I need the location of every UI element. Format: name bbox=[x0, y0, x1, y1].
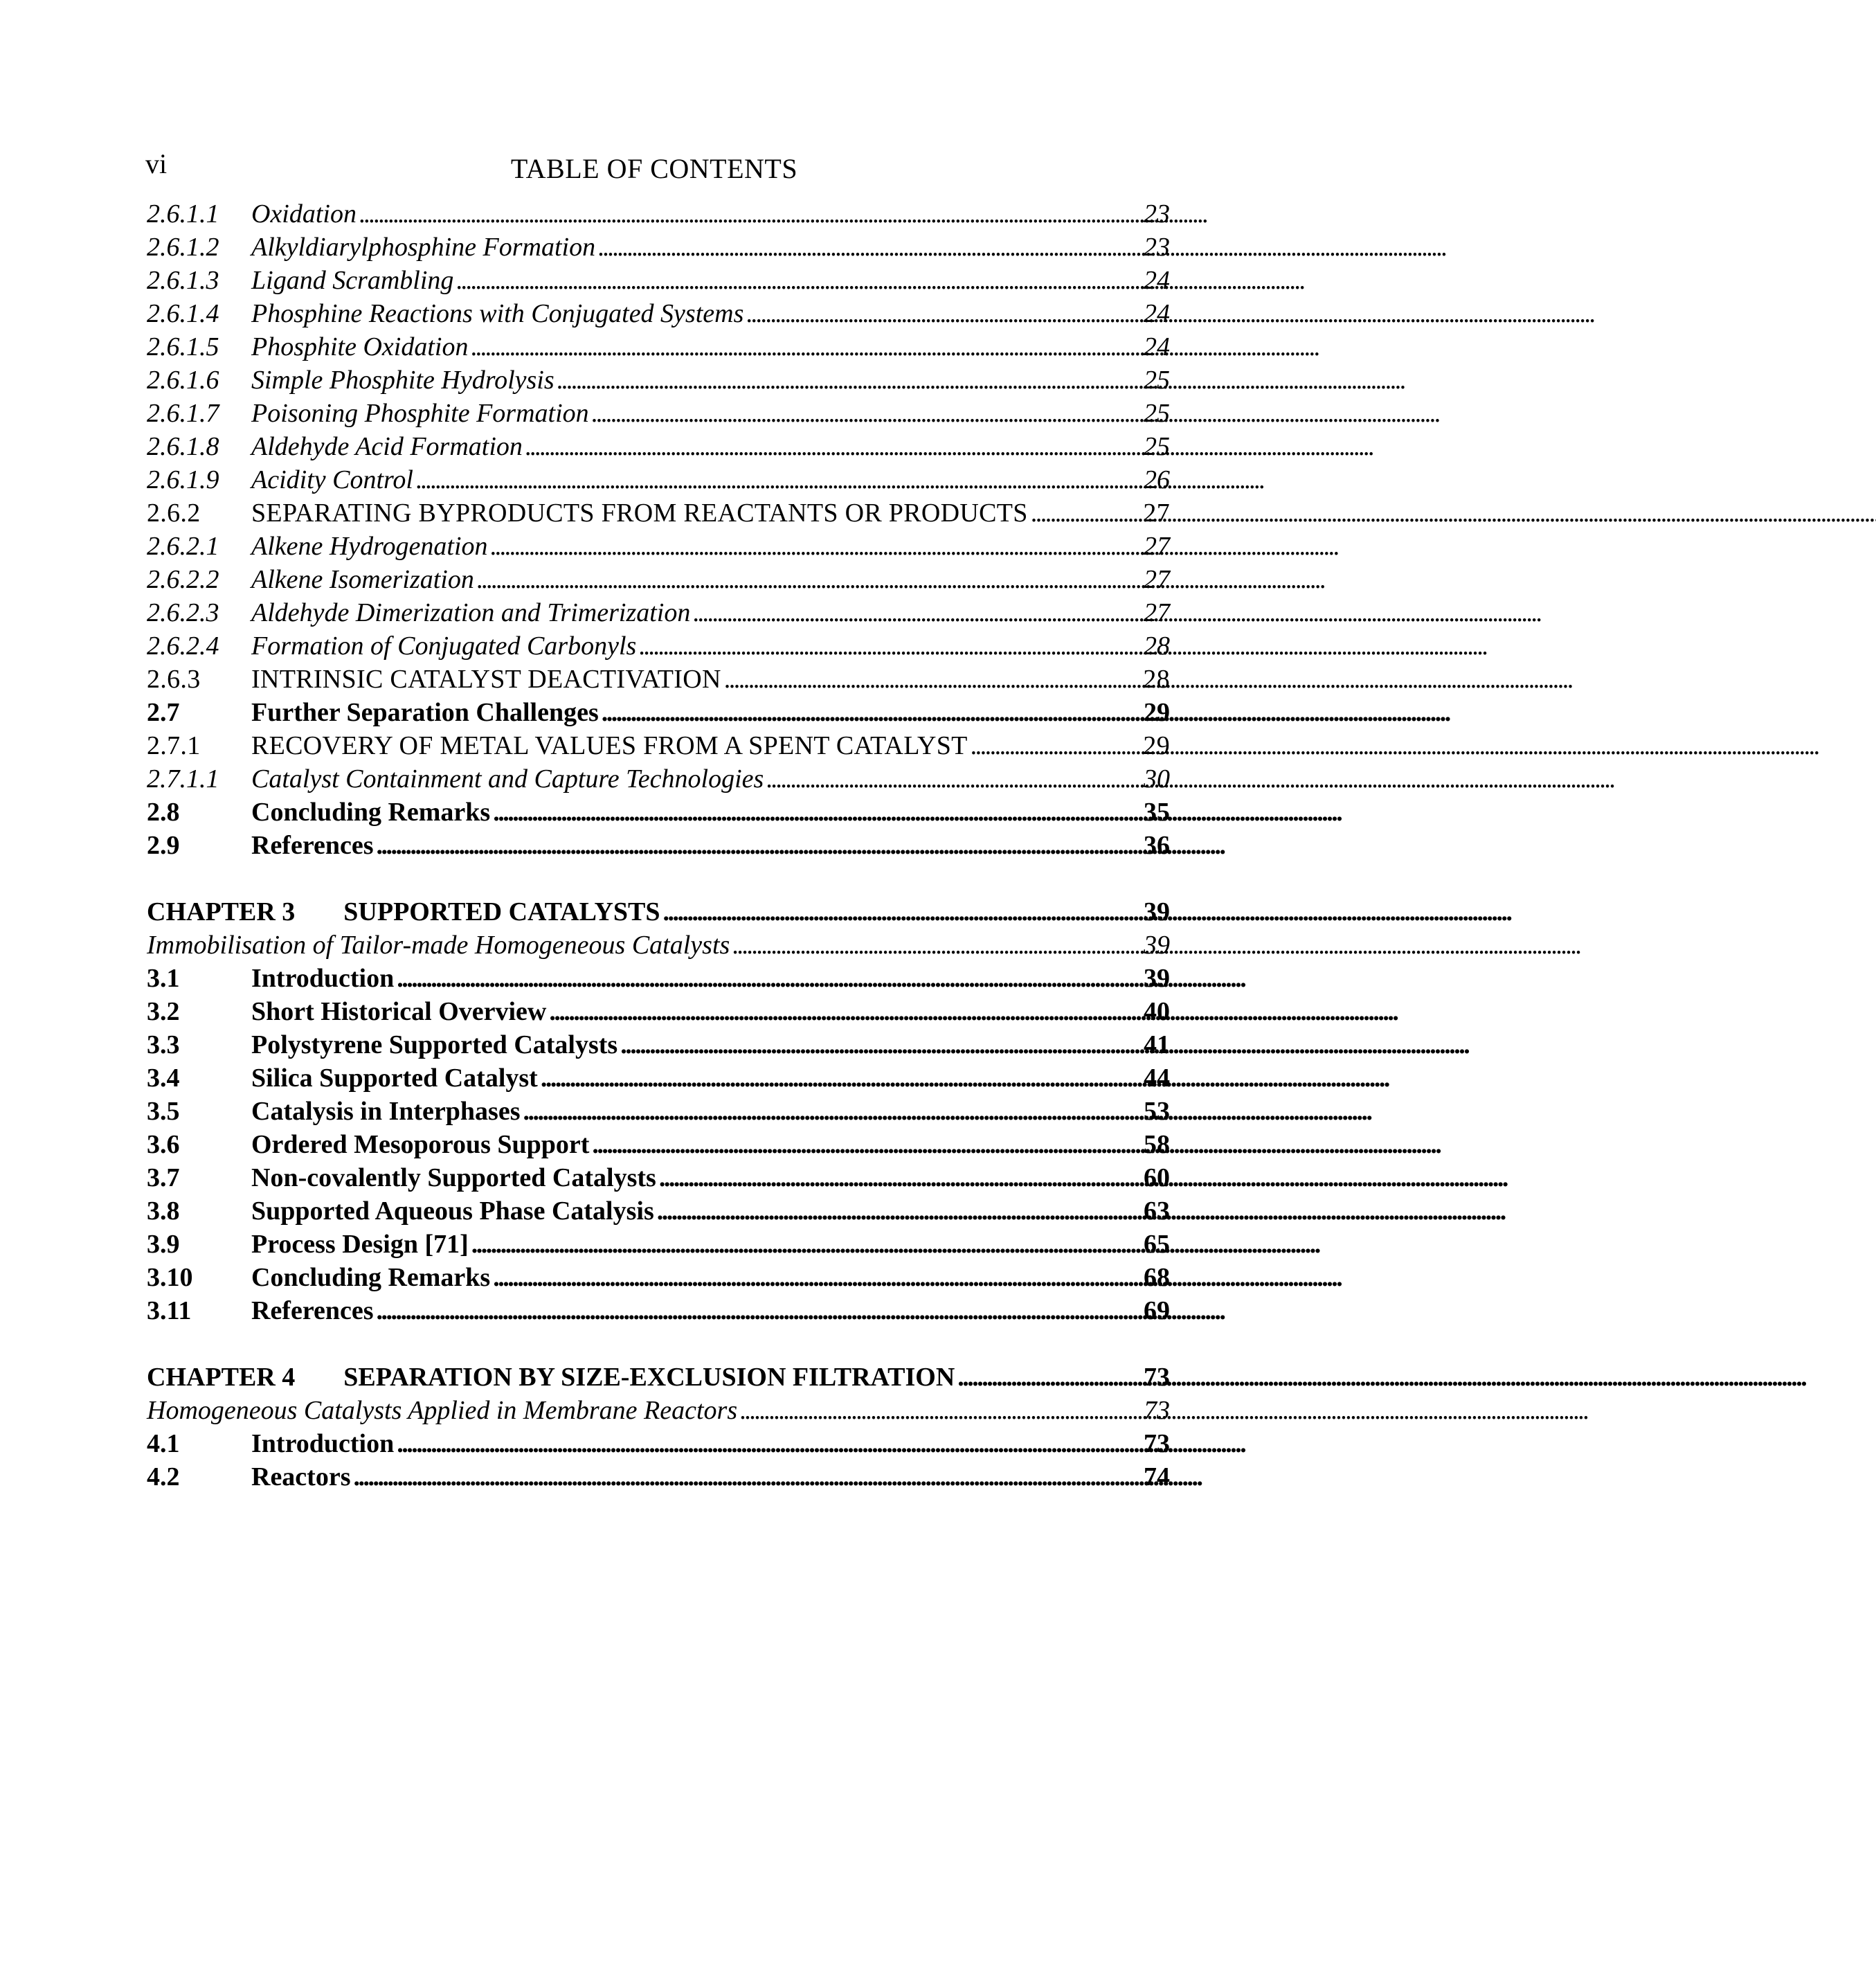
toc-entry-page: 39 bbox=[1144, 931, 1170, 960]
toc-entry-title: Ligand Scrambling bbox=[251, 266, 454, 295]
toc-dot-leader bbox=[493, 1261, 1141, 1294]
toc-entry-title: Polystyrene Supported Catalysts bbox=[251, 1030, 618, 1059]
toc-entry-number: 2.6.1.6 bbox=[147, 366, 219, 395]
toc-entry-page: 53 bbox=[1144, 1097, 1170, 1126]
toc-entry-number: 2.8 bbox=[147, 798, 180, 827]
toc-dot-leader bbox=[377, 1294, 1141, 1327]
toc-entry-number: 2.6.2.1 bbox=[147, 532, 219, 561]
toc-chapter-heading bbox=[147, 1361, 1170, 1394]
toc-entry-title: Acidity Control bbox=[251, 465, 413, 494]
toc-entry bbox=[147, 463, 1170, 496]
toc-entry-number: 2.6.2 bbox=[147, 499, 201, 528]
toc-entry-title: RECOVERY OF METAL VALUES FROM A SPENT CATALYST bbox=[251, 731, 968, 760]
toc-entry-title: Silica Supported Catalyst bbox=[251, 1064, 538, 1093]
toc-entry-page: 68 bbox=[1144, 1263, 1170, 1292]
toc-entry-title: References bbox=[251, 1296, 374, 1325]
toc-entry-number: 2.7.1.1 bbox=[147, 764, 219, 794]
toc-entry-page: 73 bbox=[1144, 1429, 1170, 1458]
toc-entry bbox=[147, 596, 1170, 629]
toc-entry-title: Homogeneous Catalysts Applied in Membrane Reactors bbox=[147, 1396, 738, 1425]
toc-dot-leader bbox=[957, 1361, 1141, 1394]
toc-entry-number: 2.6.3 bbox=[147, 665, 201, 694]
toc-entry-page: 60 bbox=[1144, 1163, 1170, 1192]
toc-entry-number: 2.6.2.3 bbox=[147, 598, 219, 627]
toc-entry-page: 30 bbox=[1144, 764, 1170, 794]
toc-entry-page: 28 bbox=[1144, 631, 1170, 661]
toc-entry-page: 27 bbox=[1143, 499, 1170, 528]
toc-entry-number: 3.1 bbox=[147, 964, 180, 993]
toc-entry bbox=[147, 1427, 1170, 1460]
toc-entry-title: Immobilisation of Tailor-made Homogeneous Catalysts bbox=[147, 931, 730, 960]
toc-entry bbox=[147, 563, 1170, 596]
toc-entry-number: 3.4 bbox=[147, 1064, 180, 1093]
toc-entry-number: 3.8 bbox=[147, 1196, 180, 1226]
toc-dot-leader bbox=[471, 1228, 1141, 1261]
toc-entry-page: 29 bbox=[1144, 698, 1170, 727]
toc-dot-leader bbox=[557, 364, 1141, 397]
toc-entry-title: Formation of Conjugated Carbonyls bbox=[251, 631, 637, 661]
toc-entry bbox=[147, 1294, 1170, 1327]
toc-entry bbox=[147, 1061, 1170, 1095]
toc-entry-title: Oxidation bbox=[251, 199, 357, 228]
toc-entry-page: 35 bbox=[1144, 798, 1170, 827]
toc-chapter-heading bbox=[147, 895, 1170, 929]
toc-entry-number: 2.6.1.3 bbox=[147, 266, 219, 295]
toc-dot-leader bbox=[724, 663, 1141, 696]
toc-entry bbox=[147, 530, 1170, 563]
toc-entry-number: 2.6.1.7 bbox=[147, 399, 219, 428]
toc-dot-leader bbox=[639, 629, 1141, 663]
toc-dot-leader bbox=[377, 829, 1141, 862]
toc-entry-page: 63 bbox=[1144, 1196, 1170, 1226]
toc-entry-title: Phosphite Oxidation bbox=[251, 332, 469, 361]
toc-dot-leader bbox=[732, 929, 1141, 962]
toc-dot-leader bbox=[353, 1460, 1141, 1494]
toc-entry-page: 25 bbox=[1144, 366, 1170, 395]
toc-entry-title: Supported Aqueous Phase Catalysis bbox=[251, 1196, 654, 1226]
toc-entry-number: 2.6.1.9 bbox=[147, 465, 219, 494]
toc-dot-leader bbox=[523, 1095, 1142, 1128]
toc-entry-number: 3.6 bbox=[147, 1130, 180, 1159]
table-of-contents bbox=[147, 197, 1170, 1494]
toc-entry bbox=[147, 1095, 1170, 1128]
toc-chapter-title: SUPPORTED CATALYSTS bbox=[343, 897, 660, 926]
toc-entry-page: 39 bbox=[1144, 897, 1170, 926]
toc-dot-leader bbox=[471, 330, 1141, 364]
toc-entry-title: Introduction bbox=[251, 964, 395, 993]
toc-chapter-subtitle bbox=[147, 929, 1170, 962]
toc-dot-leader bbox=[416, 463, 1141, 496]
toc-entry-title: INTRINSIC CATALYST DEACTIVATION bbox=[251, 665, 721, 694]
toc-entry-title: SEPARATING BYPRODUCTS FROM REACTANTS OR PRODUCTS bbox=[251, 499, 1028, 528]
toc-entry bbox=[147, 330, 1170, 364]
toc-entry-page: 73 bbox=[1144, 1363, 1170, 1392]
toc-dot-leader bbox=[549, 995, 1141, 1028]
toc-entry bbox=[147, 197, 1170, 231]
toc-entry-number: 4.2 bbox=[147, 1462, 180, 1491]
toc-dot-leader bbox=[663, 895, 1141, 929]
toc-dot-leader bbox=[397, 1427, 1141, 1460]
toc-entry-number: 2.6.1.1 bbox=[147, 199, 219, 228]
toc-entry-number: 2.6.2.2 bbox=[147, 565, 219, 594]
toc-dot-leader bbox=[477, 563, 1141, 596]
toc-entry bbox=[147, 297, 1170, 330]
toc-entry-page: 74 bbox=[1144, 1462, 1170, 1491]
toc-entry-number: 2.6.1.8 bbox=[147, 432, 219, 461]
toc-entry-page: 26 bbox=[1144, 465, 1170, 494]
toc-entry-page: 24 bbox=[1144, 332, 1170, 361]
toc-entry bbox=[147, 496, 1170, 530]
toc-dot-leader bbox=[746, 297, 1141, 330]
toc-entry-title: Alkene Isomerization bbox=[251, 565, 474, 594]
toc-entry bbox=[147, 762, 1170, 796]
toc-entry-number: 4.1 bbox=[147, 1429, 180, 1458]
toc-entry-title: Ordered Mesoporous Support bbox=[251, 1130, 590, 1159]
toc-entry-title: Introduction bbox=[251, 1429, 395, 1458]
toc-entry bbox=[147, 1228, 1170, 1261]
toc-entry-page: 25 bbox=[1144, 432, 1170, 461]
toc-entry-page: 73 bbox=[1144, 1396, 1170, 1425]
toc-entry-number: 2.6.1.4 bbox=[147, 299, 219, 328]
running-title: TABLE OF CONTENTS bbox=[510, 153, 798, 184]
toc-entry-page: 25 bbox=[1144, 399, 1170, 428]
toc-entry-title: Further Separation Challenges bbox=[251, 698, 599, 727]
toc-chapter-subtitle bbox=[147, 1394, 1170, 1427]
toc-entry bbox=[147, 231, 1170, 264]
toc-entry-number: 2.6.1.2 bbox=[147, 233, 219, 262]
toc-entry-number: 2.6.2.4 bbox=[147, 631, 219, 661]
toc-entry bbox=[147, 829, 1170, 862]
toc-entry-title: Aldehyde Acid Formation bbox=[251, 432, 523, 461]
toc-dot-leader bbox=[525, 430, 1141, 463]
toc-chapter-number: CHAPTER 4 bbox=[147, 1363, 296, 1392]
toc-entry-title: Short Historical Overview bbox=[251, 997, 547, 1026]
toc-entry-page: 29 bbox=[1143, 731, 1170, 760]
toc-entry bbox=[147, 364, 1170, 397]
toc-entry bbox=[147, 1161, 1170, 1194]
toc-chapter-title: SEPARATION BY SIZE-EXCLUSION FILTRATION bbox=[343, 1363, 955, 1392]
toc-entry-number: 3.11 bbox=[147, 1296, 192, 1325]
toc-entry-number: 3.7 bbox=[147, 1163, 180, 1192]
toc-entry bbox=[147, 729, 1170, 762]
toc-dot-leader bbox=[541, 1061, 1141, 1095]
toc-dot-leader bbox=[456, 264, 1141, 297]
toc-entry-title: Poisoning Phosphite Formation bbox=[251, 399, 589, 428]
toc-entry-title: Phosphine Reactions with Conjugated Systems bbox=[251, 299, 744, 328]
toc-entry-title: Alkyldiarylphosphine Formation bbox=[251, 233, 596, 262]
toc-entry-page: 65 bbox=[1144, 1230, 1170, 1259]
toc-entry-title: Catalyst Containment and Capture Technologies bbox=[251, 764, 764, 794]
toc-entry bbox=[147, 1460, 1170, 1494]
toc-entry-page: 27 bbox=[1144, 598, 1170, 627]
toc-dot-leader bbox=[491, 530, 1141, 563]
toc-dot-leader bbox=[1031, 496, 1141, 530]
toc-entry bbox=[147, 1261, 1170, 1294]
toc-entry-number: 2.6.1.5 bbox=[147, 332, 219, 361]
toc-entry bbox=[147, 696, 1170, 729]
page-number: vi bbox=[145, 148, 168, 179]
toc-entry-page: 27 bbox=[1144, 565, 1170, 594]
toc-entry-number: 3.3 bbox=[147, 1030, 180, 1059]
toc-entry bbox=[147, 264, 1170, 297]
toc-dot-leader bbox=[659, 1161, 1141, 1194]
toc-entry-title: Alkene Hydrogenation bbox=[251, 532, 488, 561]
toc-entry-title: Concluding Remarks bbox=[251, 798, 491, 827]
toc-entry bbox=[147, 663, 1170, 696]
toc-entry-page: 24 bbox=[1144, 266, 1170, 295]
toc-entry-page: 39 bbox=[1144, 964, 1170, 993]
toc-entry-page: 23 bbox=[1144, 199, 1170, 228]
toc-entry bbox=[147, 995, 1170, 1028]
toc-entry-page: 36 bbox=[1144, 831, 1170, 860]
toc-entry bbox=[147, 397, 1170, 430]
toc-dot-leader bbox=[971, 729, 1141, 762]
toc-dot-leader bbox=[766, 762, 1141, 796]
toc-entry-page: 24 bbox=[1144, 299, 1170, 328]
toc-entry-page: 44 bbox=[1144, 1064, 1170, 1093]
toc-dot-leader bbox=[602, 696, 1141, 729]
toc-entry-page: 40 bbox=[1144, 997, 1170, 1026]
toc-entry-title: Catalysis in Interphases bbox=[251, 1097, 521, 1126]
toc-entry bbox=[147, 629, 1170, 663]
toc-entry-title: Non-covalently Supported Catalysts bbox=[251, 1163, 656, 1192]
toc-dot-leader bbox=[359, 197, 1141, 231]
toc-dot-leader bbox=[493, 796, 1141, 829]
toc-entry bbox=[147, 1194, 1170, 1228]
toc-entry bbox=[147, 1028, 1170, 1061]
toc-dot-leader bbox=[693, 596, 1141, 629]
toc-entry-title: References bbox=[251, 831, 374, 860]
toc-dot-leader bbox=[740, 1394, 1141, 1427]
toc-chapter-number: CHAPTER 3 bbox=[147, 897, 296, 926]
toc-entry-title: Simple Phosphite Hydrolysis bbox=[251, 366, 554, 395]
toc-entry-number: 3.2 bbox=[147, 997, 180, 1026]
toc-entry-title: Concluding Remarks bbox=[251, 1263, 491, 1292]
toc-dot-leader bbox=[620, 1028, 1141, 1061]
toc-dot-leader bbox=[592, 1128, 1141, 1161]
toc-entry-number: 3.5 bbox=[147, 1097, 180, 1126]
toc-entry-page: 41 bbox=[1144, 1030, 1170, 1059]
toc-entry bbox=[147, 1128, 1170, 1161]
toc-dot-leader bbox=[592, 397, 1141, 430]
toc-entry-number: 3.9 bbox=[147, 1230, 180, 1259]
toc-entry-number: 3.10 bbox=[147, 1263, 193, 1292]
toc-entry-title: Process Design [71] bbox=[251, 1230, 469, 1259]
toc-entry bbox=[147, 430, 1170, 463]
toc-entry bbox=[147, 796, 1170, 829]
toc-entry-number: 2.7 bbox=[147, 698, 180, 727]
toc-entry-page: 69 bbox=[1144, 1296, 1170, 1325]
toc-entry-page: 58 bbox=[1144, 1130, 1170, 1159]
toc-dot-leader bbox=[397, 962, 1141, 995]
toc-entry-page: 23 bbox=[1144, 233, 1170, 262]
toc-entry-title: Aldehyde Dimerization and Trimerization bbox=[251, 598, 691, 627]
toc-entry-title: Reactors bbox=[251, 1462, 351, 1491]
toc-dot-leader bbox=[598, 231, 1141, 264]
toc-entry-page: 27 bbox=[1144, 532, 1170, 561]
toc-entry-number: 2.7.1 bbox=[147, 731, 201, 760]
toc-entry-page: 28 bbox=[1143, 665, 1170, 694]
toc-entry bbox=[147, 962, 1170, 995]
toc-dot-leader bbox=[657, 1194, 1141, 1228]
toc-entry-number: 2.9 bbox=[147, 831, 180, 860]
